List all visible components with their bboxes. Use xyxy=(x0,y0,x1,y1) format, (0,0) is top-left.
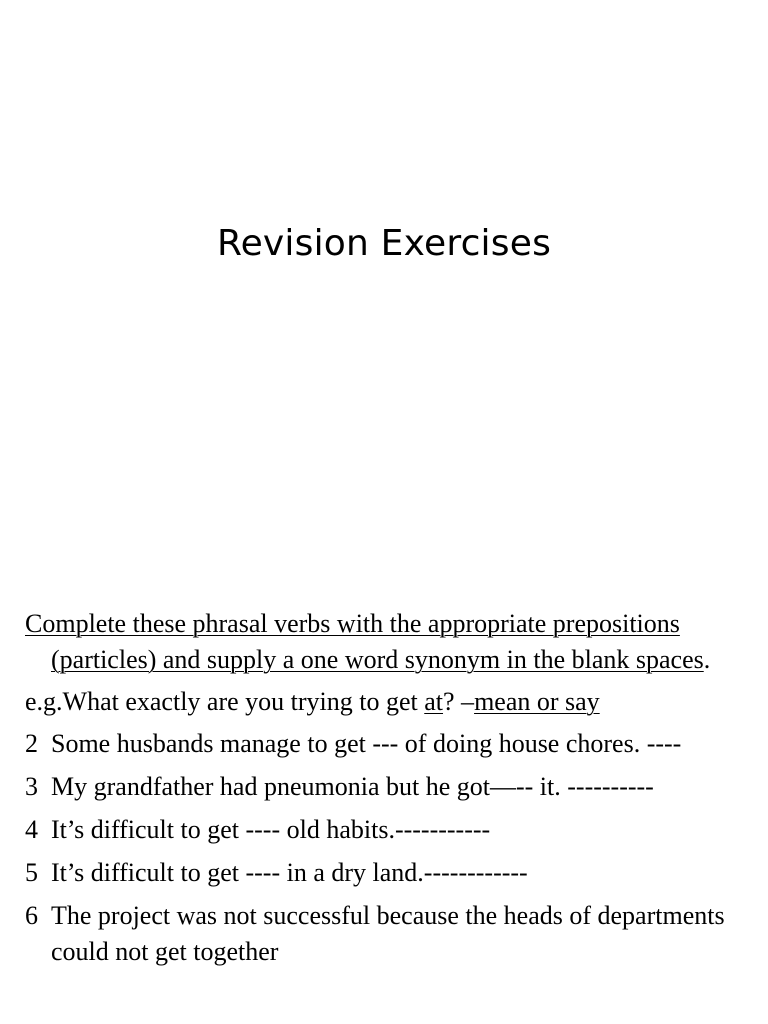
instructions-text: Complete these phrasal verbs with the appropriate prepositions (particles) and supply a one word synonym in the blank spaces xyxy=(25,609,704,674)
example-answer-synonym: mean or say xyxy=(474,687,600,716)
exercise-item xyxy=(25,769,745,805)
example-middle: ? – xyxy=(443,687,475,716)
exercise-number: 4 xyxy=(25,815,38,844)
exercise-text: It’s difficult to get ---- in a dry land.------------ xyxy=(51,858,528,887)
exercise-text: My grandfather had pneumonia but he got—-- it. ---------- xyxy=(51,772,654,801)
exercise-item xyxy=(25,812,745,848)
instructions-end: . xyxy=(703,645,711,674)
exercise-item xyxy=(25,898,745,970)
exercise-body xyxy=(25,606,745,977)
example-prefix: e.g.What exactly are you trying to get xyxy=(25,687,425,716)
exercise-text: It’s difficult to get ---- old habits.----------- xyxy=(51,815,491,844)
exercise-item xyxy=(25,726,745,762)
example-answer-particle: at xyxy=(424,687,444,716)
exercise-text: Some husbands manage to get --- of doing house chores. ---- xyxy=(51,729,682,758)
instructions xyxy=(25,606,745,678)
exercise-number: 2 xyxy=(25,729,38,758)
exercise-text: The project was not successful because the heads of departments could not get together xyxy=(51,901,725,966)
slide-title: Revision Exercises xyxy=(216,223,552,264)
example-line xyxy=(25,684,745,720)
exercise-number: 6 xyxy=(25,901,38,930)
exercise-item xyxy=(25,855,745,891)
exercise-number: 3 xyxy=(25,772,38,801)
exercise-number: 5 xyxy=(25,858,38,887)
